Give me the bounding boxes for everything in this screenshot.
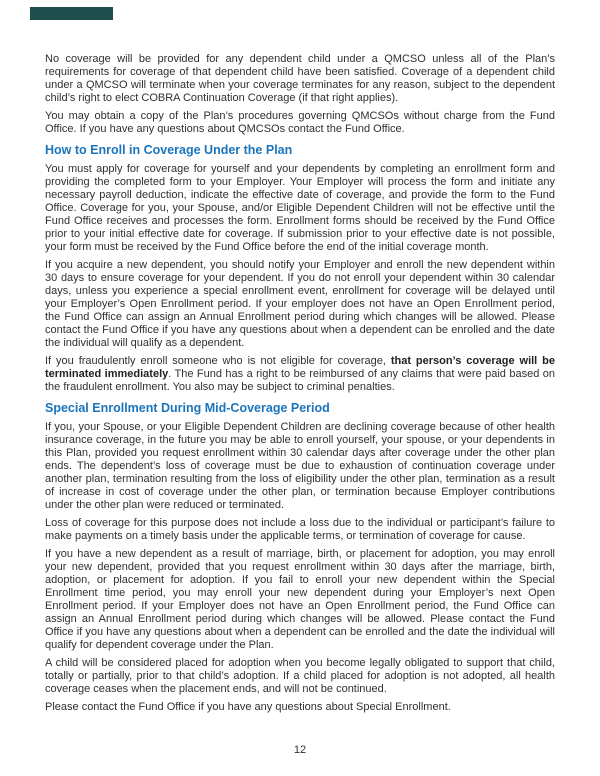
special-paragraph-1: If you, your Spouse, or your Eligible Dependent Children are declining coverage because of other health insurance coverage, in the future you may be able to enroll yourself, your spouse, or your dependents in this Plan, provided you request enrollment within 30 calendar days after coverage under the other plan ends. The dependent’s loss of coverage must be due to exhaustion of continuation coverage under another plan, termination resulting from the loss of eligibility under the other plan, termination as a result of increase in cost of coverage under the other plan, or termination because Employer contributions under the other plan were reduced or terminated. [45,421,555,511]
special-paragraph-4: A child will be considered placed for adoption when you become legally obligated to support that child, totally or partially, prior to that child’s adoption. If a child placed for adoption is not adopted, all health coverage ceases when the placement ends, and will not be continued. [45,657,555,695]
enroll-paragraph-1: You must apply for coverage for yourself and your dependents by completing an enrollment form and providing the completed form to your Employer. Your Employer will process the form and initiate any necessary payroll deduction, indicate the effective date of coverage, and provide the form to the Fund Office. Coverage for you, your Spouse, and/or Eligible Dependent Children will not be effective until the Fund Office receives and processes the form. Enrollment forms should be received by the Fund Office prior to your initial effective date for coverage. If submission prior to your effective date is not possible, your form must be received by the Fund Office before the end of the initial coverage month. [45,163,555,253]
enroll-paragraph-2: If you acquire a new dependent, you should notify your Employer and enroll the new dependent within 30 days to ensure coverage for your dependent. If you do not enroll your dependent within 30 calendar days, unless you experience a special enrollment event, enrollment for coverage will be delayed until your Employer’s Open Enrollment period. If your employer does not have an Open Enrollment period, the Fund Office can assign an Annual Enrollment period during which changes will be allowed. Please contact the Fund Office if you have any questions about when a dependent can be enrolled and the date the individual will qualify as a dependent. [45,259,555,349]
fraudulent-enrollment-paragraph [45,355,555,394]
fraud-text-before: If you fraudulently enroll someone who is not eligible for coverage, [45,355,391,367]
section-heading-how-to-enroll: How to Enroll in Coverage Under the Plan [45,143,293,157]
corner-mark [30,7,113,20]
special-paragraph-3: If you have a new dependent as a result of marriage, birth, or placement for adoption, you may enroll your new dependent, provided that you request enrollment within 30 days after the marriage, birth, adoption, or placement for adoption. If you fail to enroll your new dependent within the Special Enrollment time period, you may enroll your new dependent during your Employer’s next Open Enrollment period. If your Employer does not have an Open Enrollment period, the Fund Office can assign an Annual Enrollment period during which changes will be allowed. Please contact the Fund Office if you have any questions about when a dependent can be enrolled and the date the individual will qualify for dependent coverage under the Plan. [45,548,555,651]
page-body [45,53,555,719]
qmcso-paragraph-1: No coverage will be provided for any dependent child under a QMCSO unless all of the Plan’s requirements for coverage of that dependent child have been satisfied. Coverage of a dependent child under a QMCSO will terminate when your coverage terminates for any reason, subject to the dependent child’s right to elect COBRA Continuation Coverage (if that right applies). [45,53,555,104]
fraud-text-bold: that person’s coverage will be terminated immediately [45,355,555,380]
special-paragraph-2: Loss of coverage for this purpose does not include a loss due to the individual or participant’s failure to make payments on a timely basis under the applicable terms, or termination of coverage for cause. [45,517,555,542]
page-number: 12 [293,744,307,756]
qmcso-paragraph-2: You may obtain a copy of the Plan’s procedures governing QMCSOs without charge from the Fund Office. If you have any questions about QMCSOs contact the Fund Office. [45,110,555,135]
fraud-text-after: . The Fund has a right to be reimbursed of any claims that were paid based on the fraudulent enrollment. You also may be subject to criminal penalties. [45,368,555,393]
special-paragraph-5: Please contact the Fund Office if you have any questions about Special Enrollment. [45,701,451,713]
section-heading-special-enrollment: Special Enrollment During Mid-Coverage Period [45,401,330,415]
